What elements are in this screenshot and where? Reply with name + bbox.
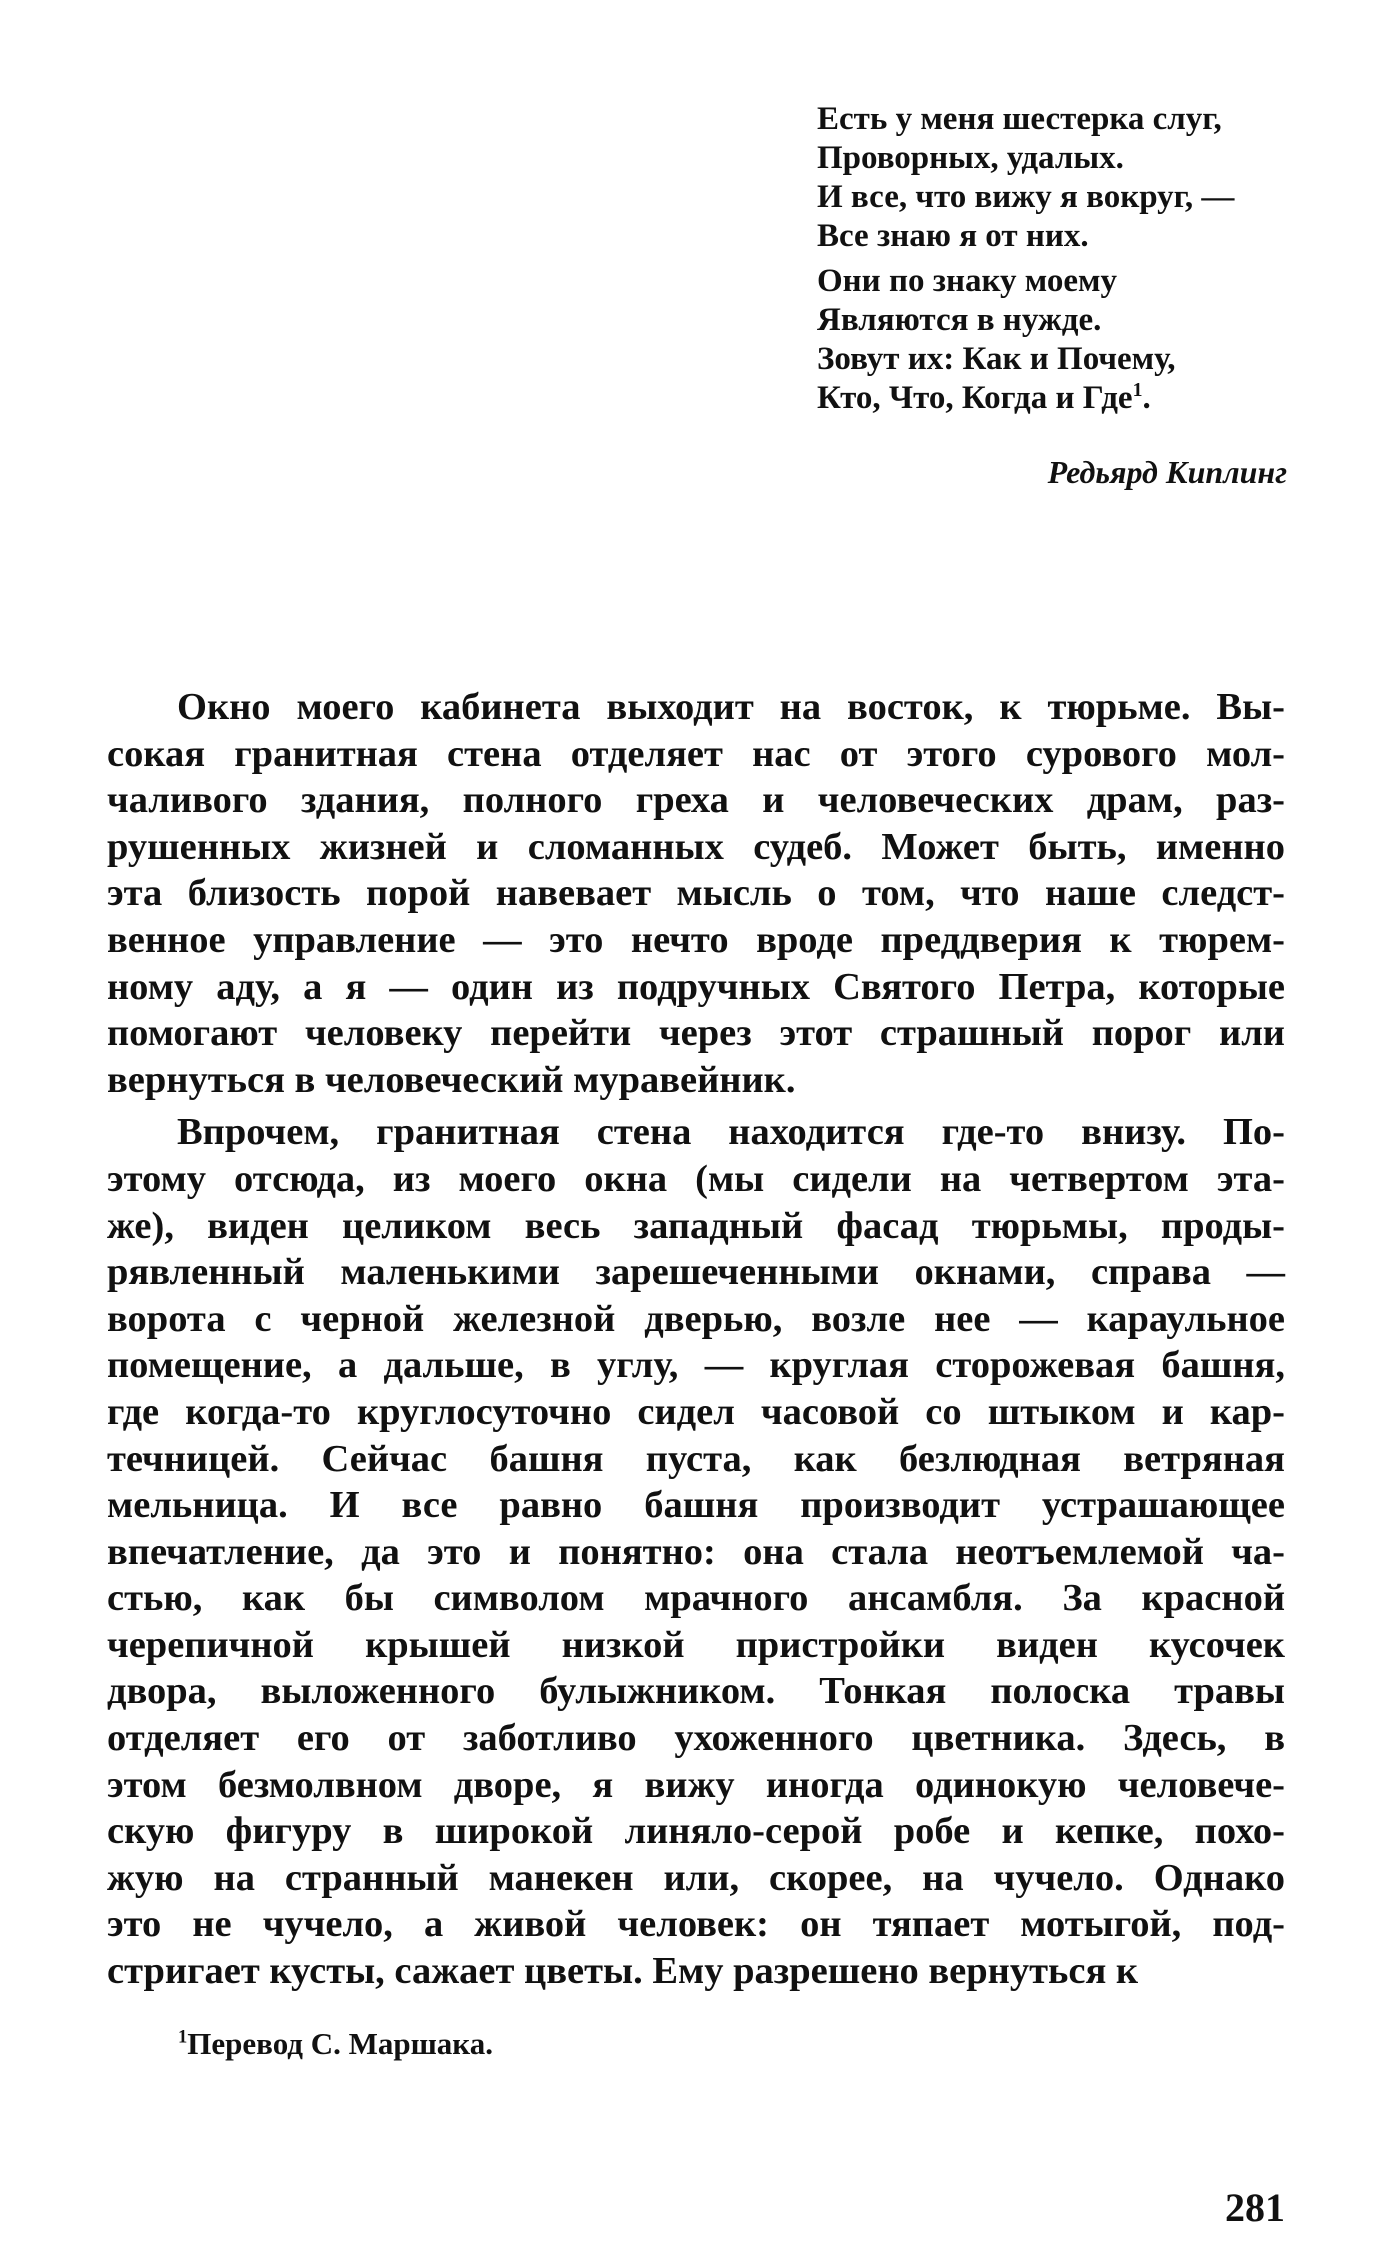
- body-line: рушенных жизней и сломанных судеб. Может быть, именно: [107, 825, 1285, 868]
- verse-line: Являются в нужде.: [817, 302, 1102, 338]
- paragraph: [107, 684, 1285, 1103]
- paragraph: [107, 1109, 1285, 1994]
- verse-line: Есть у меня шестерка слуг,: [817, 101, 1222, 137]
- body-line: этому отсюда, из моего окна (мы сидели на четвертом эта-: [107, 1157, 1285, 1200]
- body-line: чаливого здания, полного греха и человеческих драм, раз-: [107, 779, 1285, 822]
- body-line: вернуться в человеческий муравейник.: [107, 1058, 796, 1101]
- body-line: отделяет его от заботливо ухоженного цветника. Здесь, в: [107, 1717, 1285, 1760]
- verse-line-last: [817, 379, 1297, 418]
- body-line: этом безмолвном дворе, я вижу иногда одинокую человече-: [107, 1763, 1285, 1806]
- body-line: ворота с черной железной дверью, возле нее — караульное: [107, 1297, 1285, 1340]
- verse-line: Проворных, удалых.: [817, 140, 1124, 176]
- epigraph-stanza: [817, 100, 1297, 256]
- body-line: стригает кусты, сажает цветы. Ему разрешено вернуться к: [107, 1950, 1139, 1993]
- footnote: [178, 2024, 493, 2064]
- body-line: венное управление — это нечто вроде преддверия к тюрем-: [107, 918, 1285, 961]
- footnote-text: Перевод С. Маршака.: [187, 2026, 493, 2061]
- body-line: эта близость порой навевает мысль о том, что наше следст-: [107, 872, 1285, 915]
- body-line: стью, как бы символом мрачного ансамбля. За красной: [107, 1577, 1285, 1620]
- body-line: жую на странный манекен или, скорее, на чучело. Однако: [107, 1856, 1285, 1899]
- body-line: рявленный маленькими зарешеченными окнами, справа —: [107, 1251, 1285, 1294]
- body-line: черепичной крышей низкой пристройки виден кусочек: [107, 1623, 1285, 1666]
- body-line: Окно моего кабинета выходит на восток, к тюрьме. Вы-: [177, 686, 1285, 728]
- verse-line: И все, что вижу я вокруг, —: [817, 179, 1235, 215]
- epigraph-poem: [817, 100, 1297, 424]
- body-line: помещение, а дальше, в углу, — круглая сторожевая башня,: [107, 1344, 1285, 1387]
- body-line: двора, выложенного булыжником. Тонкая полоска травы: [107, 1670, 1285, 1713]
- body-line: мельница. И все равно башня производит устрашающее: [107, 1484, 1285, 1527]
- body-line: впечатление, да это и понятно: она стала неотъемлемой ча-: [107, 1530, 1285, 1573]
- body-line: где когда-то круглосуточно сидел часовой со штыком и кар-: [107, 1390, 1285, 1433]
- epigraph-author: Редьярд Киплинг: [1047, 454, 1287, 490]
- body-line: ному аду, а я — один из подручных Святого Петра, которые: [107, 965, 1285, 1008]
- verse-line: Все знаю я от них.: [817, 218, 1089, 254]
- body-line: помогают человеку перейти через этот страшный порог или: [107, 1012, 1285, 1055]
- verse-final-period: .: [1142, 380, 1151, 416]
- body-line: Впрочем, гранитная стена находится где-то внизу. По-: [177, 1111, 1285, 1154]
- epigraph-stanza: [817, 262, 1297, 418]
- body-line: течницей. Сейчас башня пуста, как безлюдная ветряная: [107, 1437, 1285, 1480]
- body-line: же), виден целиком весь западный фасад тюрьмы, проды-: [107, 1204, 1285, 1247]
- verse-line-text: Кто, Что, Когда и Где: [817, 380, 1133, 416]
- body-line: скую фигуру в широкой линяло-серой робе и кепке, похо-: [107, 1810, 1285, 1853]
- page-number: 281: [1225, 2185, 1285, 2230]
- body-text: [107, 684, 1285, 1995]
- body-line: сокая гранитная стена отделяет нас от этого сурового мол-: [107, 732, 1285, 775]
- verse-line: Они по знаку моему: [817, 263, 1117, 299]
- verse-line: Зовут их: Как и Почему,: [817, 341, 1176, 377]
- body-line: это не чучело, а живой человек: он тяпает мотыгой, под-: [107, 1903, 1285, 1946]
- footnote-marker: 1: [178, 2026, 188, 2048]
- footnote-marker: 1: [1132, 379, 1143, 401]
